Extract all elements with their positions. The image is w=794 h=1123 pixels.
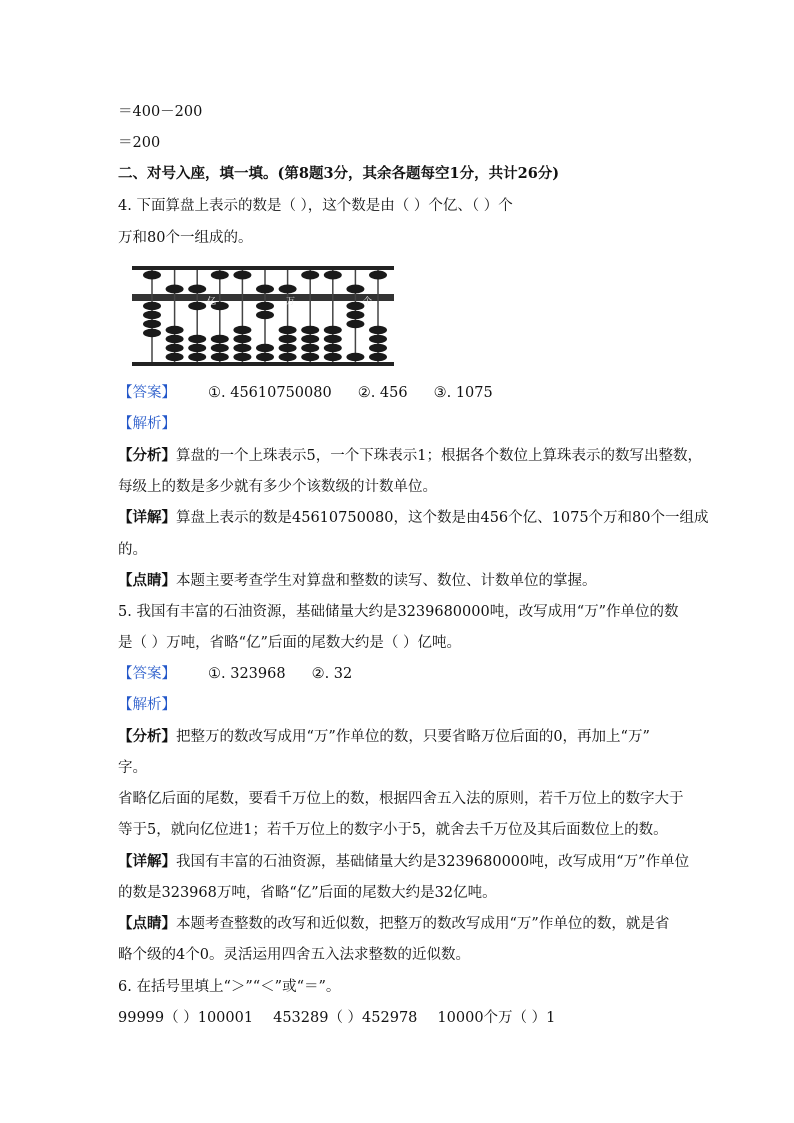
abacus-lower-bead [346,353,364,361]
abacus-lower-bead [166,326,184,334]
abacus-lower-bead [143,329,161,337]
abacus-bottom-bar [132,362,394,366]
q4-answer-row [118,383,493,403]
q4-xiangjie-tag: 【详解】 [118,509,176,526]
abacus-upper-bead [301,271,319,280]
calc-line-1: ＝400－200 [118,104,203,120]
abacus-lower-bead [324,353,342,361]
abacus-upper-bead [166,285,184,294]
abacus-lower-bead [256,344,274,352]
q5-dianjing-text-1: 本题考查整数的改写和近似数，把整万的数改写成用“万”作单位的数，就是省 [176,916,670,932]
abacus-upper-bead [279,285,297,294]
section-title: 二、对号入座，填一填。(第8题3分，其余各题每空1分，共计26分) [118,165,560,182]
abacus-lower-bead [279,344,297,352]
abacus-lower-bead [233,353,251,361]
abacus-upper-bead [143,271,161,280]
abacus-lower-bead [211,335,229,343]
q4-fenxi-tag: 【分析】 [118,447,176,464]
abacus-lower-bead [166,353,184,361]
q5-xiangjie-line-1 [118,852,689,872]
abacus-lower-bead [324,344,342,352]
abacus-lower-bead [369,344,387,352]
abacus-label-wan: 万 [286,297,296,307]
abacus-lower-bead [256,353,274,361]
abacus-label-yi: 亿 [207,297,217,307]
calc-line-2: ＝200 [118,135,161,151]
abacus-upper-bead [346,285,364,294]
abacus-upper-bead [233,271,251,280]
abacus-lower-bead [143,311,161,319]
q5-answer-label: 【答案】 [118,666,176,682]
q4-answer-3: ③. 1075 [433,385,493,401]
q5-answer-2: ②. 32 [311,666,353,682]
q5-answer-row [118,664,352,684]
abacus-lower-bead [188,353,206,361]
q5-answer-1: ①. 323968 [208,666,286,682]
abacus-upper-bead [369,271,387,280]
q4-answer-label: 【答案】 [118,385,176,401]
q6-items-row [118,1008,555,1028]
abacus-lower-bead [369,335,387,343]
q4-fenxi-line-2: 每级上的数是多少就有多少个该数级的计数单位。 [118,479,437,495]
abacus-lower-bead [324,326,342,334]
abacus-lower-bead [188,344,206,352]
q6-item-3: 10000个万（ ）1 [437,1010,556,1026]
q4-xiangjie-line-2: 的。 [118,542,147,558]
q5-xiangjie-text-1: 我国有丰富的石油资源，基础储量大约是3239680000吨，改写成用“万”作单位 [176,854,690,870]
abacus-lower-bead [279,335,297,343]
q4-xiangjie-line-1 [118,508,709,528]
abacus-upper-bead [211,271,229,280]
q4-answer-2: ②. 456 [357,385,408,401]
abacus-lower-bead [346,320,364,328]
abacus-lower-bead [256,311,274,319]
abacus-lower-bead [324,335,342,343]
abacus-lower-bead [143,302,161,310]
abacus-lower-bead [346,311,364,319]
abacus-label-ge: 个 [363,297,373,307]
abacus-lower-bead [143,320,161,328]
abacus-lower-bead [301,335,319,343]
abacus-lower-bead [301,353,319,361]
q5-dianjing-line-2: 略个级的4个0。灵活运用四舍五入法求整数的近似数。 [118,947,470,963]
q5-fenxi-line-4: 等于5，就向亿位进1；若千万位上的数字小于5，就舍去千万位及其后面数位上的数。 [118,822,668,838]
q4-stem-line-2: 万和80个一组成的。 [118,230,253,246]
abacus-upper-bead [324,271,342,280]
abacus-lower-bead [369,326,387,334]
q6-item-1: 99999（ ）100001 [118,1010,254,1026]
q5-fenxi-tag: 【分析】 [118,728,176,745]
q4-fenxi-line-1 [118,446,702,466]
abacus-lower-bead [166,344,184,352]
q4-stem-line-1: 4. 下面算盘上表示的数是（ ），这个数是由（ ）个亿、（ ）个 [118,198,513,214]
abacus-lower-bead [211,353,229,361]
abacus-lower-bead [211,344,229,352]
abacus-lower-bead [256,302,274,310]
q4-dianjing-line-1 [118,571,597,591]
abacus-lower-bead [166,335,184,343]
abacus-lower-bead [301,344,319,352]
abacus-lower-bead [279,326,297,334]
q5-analysis-label: 【解析】 [118,697,176,713]
q4-dianjing-text-1: 本题主要考查学生对算盘和整数的读写、数位、计数单位的掌握。 [176,573,597,589]
q5-fenxi-text-1: 把整万的数改写成用“万”作单位的数，只要省略万位后面的0，再加上“万” [176,729,650,745]
abacus-lower-bead [279,353,297,361]
abacus-lower-bead [233,344,251,352]
q4-xiangjie-text-1: 算盘上表示的数是45610750080，这个数是由456个亿、1075个万和80个一组成 [176,510,709,526]
q4-fenxi-text-1: 算盘的一个上珠表示5，一个下珠表示1；根据各个数位上算珠表示的数写出整数， [176,448,702,464]
abacus-lower-bead [346,302,364,310]
q6-stem: 6. 在括号里填上“＞”“＜”或“＝”。 [118,979,341,995]
abacus-lower-bead [188,302,206,310]
q4-analysis-label: 【解析】 [118,416,176,432]
q5-xiangjie-tag: 【详解】 [118,853,176,870]
abacus-top-bar [132,266,394,270]
q5-fenxi-line-1 [118,727,650,747]
q5-fenxi-line-2: 字。 [118,760,147,776]
abacus-lower-bead [301,326,319,334]
q5-fenxi-line-3: 省略亿后面的尾数，要看千万位上的数，根据四舍五入法的原则，若千万位上的数字大于 [118,791,684,807]
abacus-lower-bead [233,326,251,334]
abacus-upper-bead [256,285,274,294]
abacus-upper-bead [188,285,206,294]
q5-dianjing-tag: 【点睛】 [118,915,176,932]
abacus-lower-bead [188,335,206,343]
abacus-image [130,264,396,370]
q6-item-2: 453289（ ）452978 [273,1010,418,1026]
q4-answer-1: ①. 45610750080 [208,385,332,401]
q5-stem-line-1: 5. 我国有丰富的石油资源，基础储量大约是3239680000吨，改写成用“万”作单位的数 [118,604,679,620]
q4-dianjing-tag: 【点睛】 [118,572,176,589]
q5-stem-line-2: 是（ ）万吨，省略“亿”后面的尾数大约是（ ）亿吨。 [118,635,462,651]
abacus-lower-bead [233,335,251,343]
q5-dianjing-line-1 [118,914,669,934]
abacus-lower-bead [369,353,387,361]
q5-xiangjie-line-2: 的数是323968万吨，省略“亿”后面的尾数大约是32亿吨。 [118,885,497,901]
